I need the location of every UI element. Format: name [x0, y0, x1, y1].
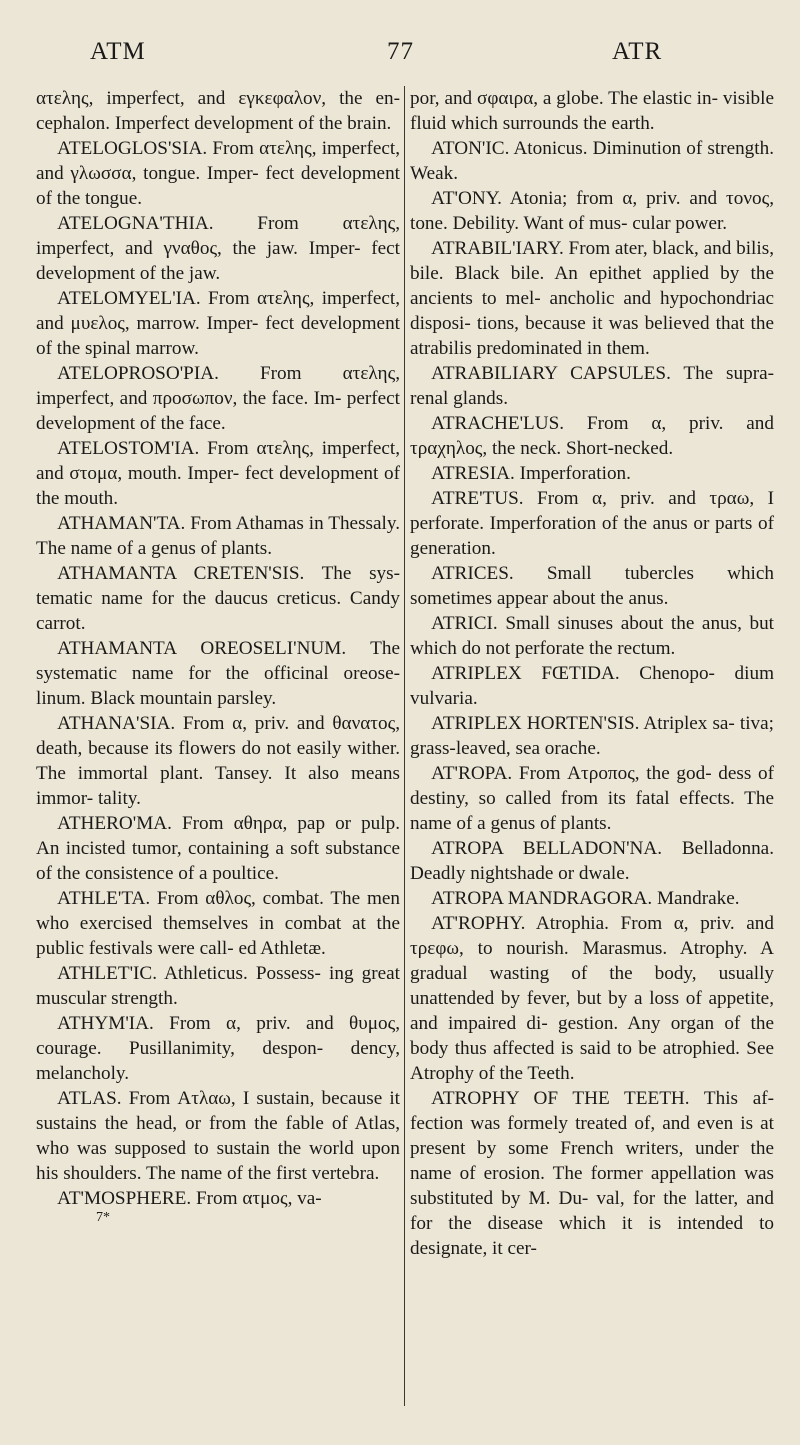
header-left-guideword: ATM	[90, 38, 146, 65]
entry: ATHYM'IA. From α, priv. and θυμος, courage. Pusillanimity, despon- dency, melancholy.	[36, 1013, 400, 1084]
left-column	[36, 86, 400, 1225]
entry: ATRABIL'IARY. From ater, black, and bilis, bile. Black bile. An epithet applied by the ancients to mel- ancholic and hypochondriac disposi- tions, because it was believed that the atrabilis predominated in them.	[410, 238, 774, 359]
entry: AT'MOSPHERE. From ατμος, va-	[57, 1188, 322, 1209]
entry: AT'ONY. Atonia; from α, priv. and τονος, tone. Debility. Want of mus- cular power.	[410, 188, 774, 234]
entry: por, and σφαιρα, a globe. The elastic in- visible fluid which surrounds the earth.	[410, 88, 774, 134]
entry: ATRABILIARY CAPSULES. The supra- renal glands.	[410, 363, 774, 409]
entry: ATELOGNA'THIA. From ατελης, imperfect, and γναθος, the jaw. Imper- fect development of the jaw.	[36, 213, 400, 284]
entry: ATHAMANTA OREOSELI'NUM. The systematic name for the officinal oreose- linum. Black mountain parsley.	[36, 638, 400, 709]
page-number: 77	[387, 38, 414, 65]
right-column	[410, 86, 774, 1261]
entry: ATELOPROSO'PIA. From ατελης, imperfect, and προσωπον, the face. Im- perfect development of the face.	[36, 363, 400, 434]
entry: ATRIPLEX HORTEN'SIS. Atriplex sa- tiva; grass-leaved, sea orache.	[410, 713, 774, 759]
entry: AT'ROPA. From Ατροπος, the god- dess of destiny, so called from its fatal effects. The name of a genus of plants.	[410, 763, 774, 834]
entry: ATROPHY OF THE TEETH. This af- fection was formely treated of, and even is at present by some French writers, under the name of erosion. The former appellation was substituted by M. Du- val, for the latter, and for the disease which it is intended to designate, it cer-	[410, 1088, 774, 1259]
entry: ATROPA MANDRAGORA. Mandrake.	[431, 888, 740, 909]
signature-mark: 7*	[96, 1210, 110, 1225]
header-right-guideword: ATR	[612, 38, 663, 65]
running-header	[40, 38, 740, 78]
entry: ATHLET'IC. Athleticus. Possess- ing great muscular strength.	[36, 963, 400, 1009]
entry: ATRIPLEX FŒTIDA. Chenopo- dium vulvaria.	[410, 663, 774, 709]
entry: ATRACHE'LUS. From α, priv. and τραχηλος, the neck. Short-necked.	[410, 413, 774, 459]
entry: ατελης, imperfect, and εγκεφαλον, the en- cephalon. Imperfect development of the brain.	[36, 88, 400, 134]
entry: ATROPA BELLADON'NA. Belladonna. Deadly nightshade or dwale.	[410, 838, 774, 884]
entry: ATELOSTOM'IA. From ατελης, imperfect, and στομα, mouth. Imper- fect development of the mouth.	[36, 438, 400, 509]
entry: ATELOGLOS'SIA. From ατελης, imperfect, and γλωσσα, tongue. Imper- fect development of the tongue.	[36, 138, 400, 209]
entry: ATRICES. Small tubercles which sometimes appear about the anus.	[410, 563, 774, 609]
entry: ATHAMAN'TA. From Athamas in Thessaly. The name of a genus of plants.	[36, 513, 400, 559]
column-divider	[404, 86, 405, 1406]
entry: ATLAS. From Ατλαω, I sustain, because it sustains the head, or from the fable of Atlas, who was supposed to sustain the world upon his shoulders. The name of the first vertebra.	[36, 1088, 400, 1184]
entry: ATON'IC. Atonicus. Diminution of strength. Weak.	[410, 138, 774, 184]
entry: ATHLE'TA. From αθλος, combat. The men who exercised themselves in combat at the public festivals were call- ed Athletæ.	[36, 888, 400, 959]
entry: ATRESIA. Imperforation.	[431, 463, 631, 484]
entry: ATHAMANTA CRETEN'SIS. The sys- tematic name for the daucus creticus. Candy carrot.	[36, 563, 400, 634]
entry: ATHERO'MA. From αθηρα, pap or pulp. An incisted tumor, containing a soft substance of the consistence of a poultice.	[36, 813, 400, 884]
entry: ATELOMYEL'IA. From ατελης, imperfect, and μυελος, marrow. Imper- fect development of the spinal marrow.	[36, 288, 400, 359]
entry: AT'ROPHY. Atrophia. From α, priv. and τρεφω, to nourish. Marasmus. Atrophy. A gradual wasting of the body, usually unattended by fever, but by a loss of appetite, and impaired di- gestion. Any organ of the body thus affected is said to be atrophied. See Atrophy of the Teeth.	[410, 913, 774, 1084]
entry: ATHANA'SIA. From α, priv. and θανατος, death, because its flowers do not easily wither. The immortal plant. Tansey. It also means immor- tality.	[36, 713, 400, 809]
entry: ATRE'TUS. From α, priv. and τραω, I perforate. Imperforation of the anus or parts of generation.	[410, 488, 774, 559]
entry: ATRICI. Small sinuses about the anus, but which do not perforate the rectum.	[410, 613, 774, 659]
